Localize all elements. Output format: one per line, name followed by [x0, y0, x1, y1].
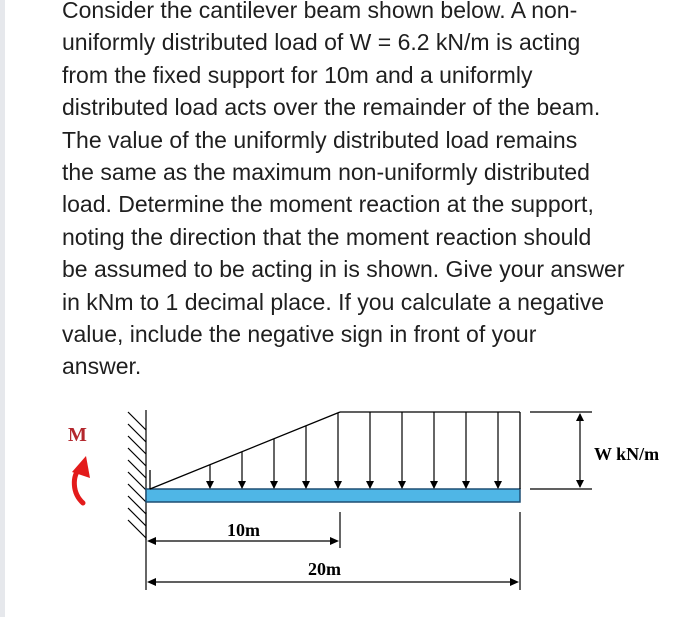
dimension-20m-label: 20m [308, 559, 341, 579]
question-line: be assumed to be acting in is shown. Give your answer [62, 256, 625, 283]
question-line: from the fixed support for 10m and a uniformly [62, 61, 533, 88]
load-outline [150, 412, 520, 489]
question-line: value, include the negative sign in front of your [62, 321, 537, 348]
beam [146, 489, 520, 502]
load-label: W kN/m [594, 444, 660, 464]
question-line: the same as the maximum non-uniformly distributed [62, 159, 590, 186]
moment-label: M [68, 424, 87, 446]
fixed-support [128, 410, 146, 540]
question-line: distributed load acts over the remainder of the beam. [62, 94, 601, 121]
beam-diagram [0, 400, 700, 617]
dimension-10m-label: 10m [227, 520, 260, 540]
question-line: Consider the cantilever beam shown below. A non- [62, 0, 578, 23]
moment-arrow-icon [72, 456, 90, 503]
question-line: in kNm to 1 decimal place. If you calculate a negative [62, 288, 605, 315]
load-magnitude-dimension [530, 412, 592, 489]
load-arrows [210, 412, 498, 488]
question-line: answer. [62, 353, 142, 380]
question-line: The value of the uniformly distributed load remains [62, 126, 578, 153]
question-line: load. Determine the moment reaction at the support, [62, 191, 594, 218]
question-line: uniformly distributed load of W = 6.2 kN/m is acting [62, 29, 581, 56]
question-line: noting the direction that the moment reaction should [62, 223, 592, 250]
question-text [62, 0, 692, 383]
